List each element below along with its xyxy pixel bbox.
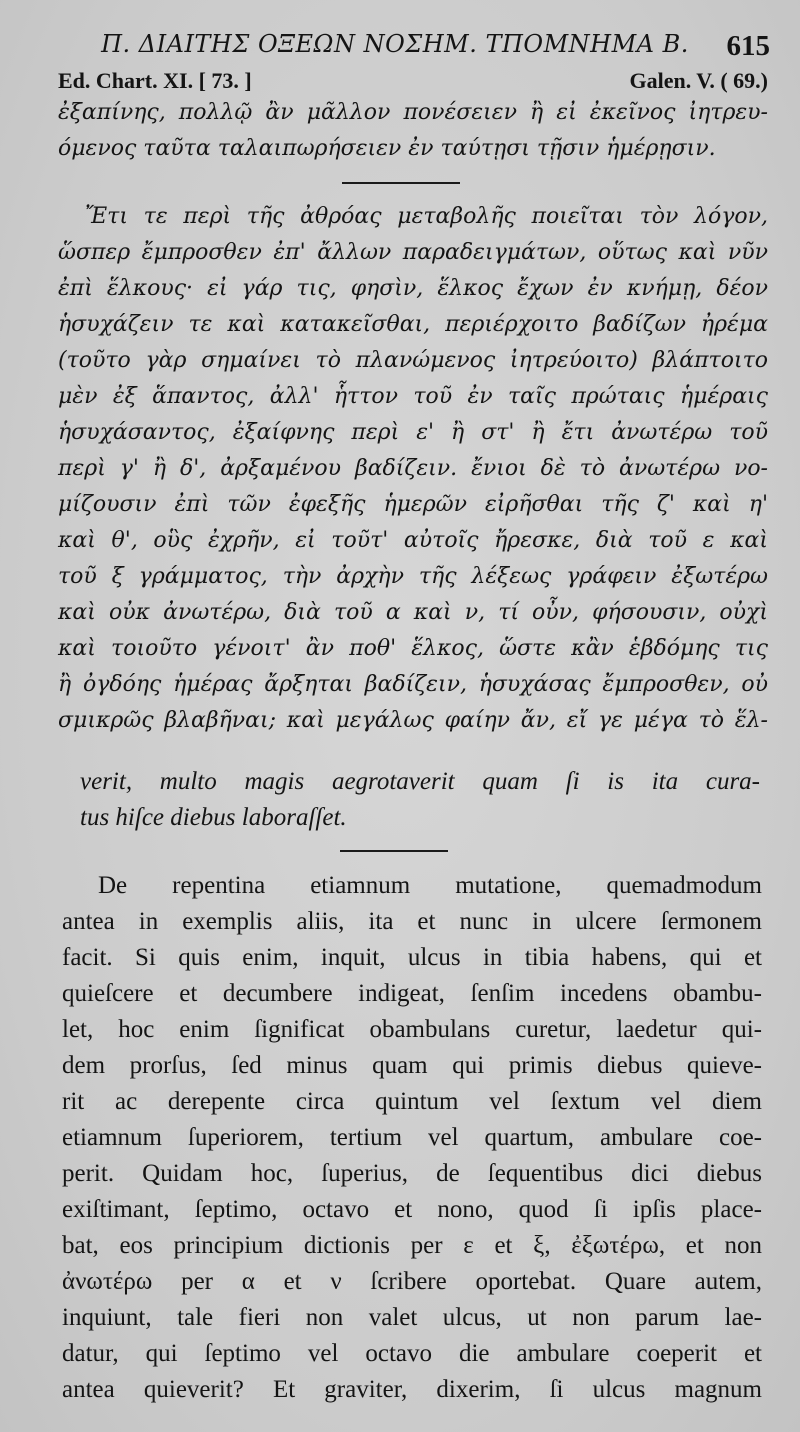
latin-paragraph-line: exiſtimant, ſeptimo, octavo et nono, quod ſi ipſis place- bbox=[62, 1196, 762, 1223]
latin-paragraph-line: quieſcere et decumbere indigeat, ſenſim incedens obambu- bbox=[62, 980, 762, 1007]
greek-paragraph-line: περὶ γ' ἢ δ', ἀρξαμένου βαδίζειν. ἔνιοι δὲ τὸ ἀνωτέρω νο- bbox=[58, 456, 768, 481]
greek-paragraph-line: ἡσυχάζειν τε καὶ κατακεῖσθαι, περιέρχοιτο βαδίζων ἠρέμα bbox=[58, 312, 768, 337]
latin-italic-line: tus hiſce diebus laboraſſet. bbox=[80, 804, 347, 831]
greek-top-line: ἐξαπίνης, πολλῷ ἂν μᾶλλον πονέσειεν ἢ εἰ ἐκεῖνος ἰητρευ- bbox=[58, 100, 768, 125]
section-divider bbox=[340, 850, 448, 852]
greek-paragraph-line: τοῦ ξ γράμματος, τὴν ἀρχὴν τῆς λέξεως γράφειν ἐξωτέρω bbox=[58, 564, 768, 589]
latin-paragraph-line: facit. Si quis enim, inquit, ulcus in tibia habens, qui et bbox=[62, 944, 762, 971]
latin-paragraph-line: etiamnum ſuperiorem, tertium vel quartum, ambulare coe- bbox=[62, 1124, 762, 1151]
greek-paragraph-line: ἡσυχάσαντος, ἐξαίφνης περὶ ε' ἢ στ' ἢ ἔτι ἀνωτέρω τοῦ bbox=[58, 420, 768, 445]
latin-paragraph-line: rit ac derepente circa quintum vel ſextum vel diem bbox=[62, 1088, 762, 1115]
latin-paragraph-line: let, hoc enim ſignificat obambulans curetur, laedetur qui- bbox=[62, 1016, 762, 1043]
section-divider bbox=[342, 182, 460, 184]
latin-paragraph-line: bat, eos principium dictionis per ε et ξ, ἐξωτέρω, et non bbox=[62, 1232, 762, 1259]
greek-paragraph-line: καὶ θ', οὓς ἐχρῆν, εἰ τοῦτ' αὐτοῖς ἤρεσκε, διὰ τοῦ ε καὶ bbox=[58, 528, 768, 553]
kuhn-reference: Galen. V. ( 69.) bbox=[629, 68, 768, 93]
latin-paragraph-line: perit. Quidam hoc, ſuperius, de ſequentibus dici diebus bbox=[62, 1160, 762, 1187]
greek-paragraph-line: μὲν ἐξ ἅπαντος, ἀλλ' ἧττον τοῦ ἐν ταῖς πρώταις ἡμέραις bbox=[58, 384, 768, 409]
latin-paragraph-line: antea quieverit? Et graviter, dixerim, ſi ulcus magnum bbox=[62, 1376, 762, 1403]
greek-paragraph-line: ἐπὶ ἕλκους· εἰ γάρ τις, φησὶν, ἕλκος ἔχων ἐν κνήμῃ, δέον bbox=[58, 276, 768, 301]
page-number: 615 bbox=[726, 30, 770, 62]
greek-top-line: όμενος ταῦτα ταλαιπωρήσειεν ἐν ταύτῃσι τῇσιν ἡμέρῃσιν. bbox=[58, 136, 716, 161]
latin-paragraph-line: dem prorſus, ſed minus quam qui primis diebus quieve- bbox=[62, 1052, 762, 1079]
greek-paragraph-line: ὥσπερ ἔμπροσθεν ἐπ' ἄλλων παραδειγμάτων, οὕτως καὶ νῦν bbox=[58, 240, 768, 265]
greek-paragraph-line: Ἔτι τε περὶ τῆς ἀθρόας μεταβολῆς ποιεῖται τὸν λόγον, bbox=[85, 204, 768, 229]
latin-paragraph-line: antea in exemplis aliis, ita et nunc in ulcere ſermonem bbox=[62, 908, 762, 935]
greek-paragraph-line: (τοῦτο γὰρ σημαίνει τὸ πλανώμενος ἰητρεύοιτο) βλάπτοιτο bbox=[58, 348, 768, 373]
latin-paragraph-line: inquiunt, tale fieri non valet ulcus, ut non parum lae- bbox=[62, 1304, 762, 1331]
latin-italic-line: verit, multo magis aegrotaverit quam ſi is ita cura- bbox=[80, 768, 760, 795]
latin-paragraph-line: datur, qui ſeptimo vel octavo die ambulare coeperit et bbox=[62, 1340, 762, 1367]
greek-paragraph-line: μίζουσιν ἐπὶ τῶν ἐφεξῆς ἡμερῶν εἰρῆσθαι τῆς ζ' καὶ η' bbox=[58, 492, 768, 517]
greek-paragraph-line: καὶ τοιοῦτο γένοιτ' ἂν ποθ' ἕλκος, ὥστε κἂν ἑβδόμης τις bbox=[58, 636, 768, 661]
greek-paragraph-line: σμικρῶς βλαβῆναι; καὶ μεγάλως φαίην ἄν, εἴ γε μέγα τὸ ἕλ- bbox=[58, 708, 768, 733]
greek-paragraph-line: ἢ ὀγδόης ἡμέρας ἄρξηται βαδίζειν, ἡσυχάσας ἔμπροσθεν, οὐ bbox=[58, 672, 768, 697]
chartier-reference: Ed. Chart. XI. [ 73. ] bbox=[58, 68, 252, 93]
greek-paragraph-line: καὶ οὐκ ἀνωτέρω, διὰ τοῦ α καὶ ν, τί οὖν, φήσουσιν, οὐχὶ bbox=[58, 600, 768, 625]
running-title: Π. ΔΙΑΙΤΗΣ ΟΞΕΩΝ ΝΟΣΗΜ. ΤΠΟΜΝΗΜΑ Β. bbox=[101, 30, 689, 58]
latin-paragraph-line: ἀνωτέρω per α et ν ſcribere oportebat. Quare autem, bbox=[62, 1268, 762, 1295]
latin-paragraph-line: De repentina etiamnum mutatione, quemadmodum bbox=[98, 872, 762, 899]
